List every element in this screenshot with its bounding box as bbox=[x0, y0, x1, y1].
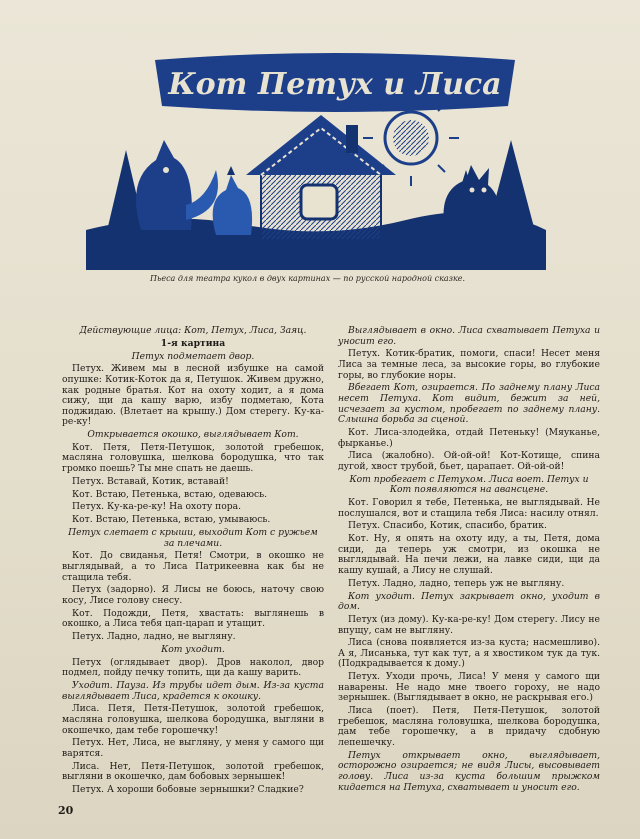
paragraph: Петух подметает двор. bbox=[131, 350, 255, 362]
paragraph: Петух. Ладно, ладно, теперь уж не выгляну. bbox=[348, 577, 565, 589]
paragraph: Кот. Лиса-злодейка, отдай Петеньку! (Мяуканье, фырканье.) bbox=[338, 426, 600, 449]
paragraph: Кот. Ну, я опять на охоту иду, а ты, Петя, дома сиди, да теперь уж смотри, из окошка не выглядывай. На печи лежи, на лавке сиди, щи да кашу кушай, а Лису не слушай. bbox=[338, 533, 600, 576]
cottage bbox=[246, 115, 396, 240]
paragraph: Петух (задорно). Я Лисы не боюсь, наточу свою косу, Лисе голову снесу. bbox=[62, 584, 324, 606]
paragraph: Выглядывает в окно. Лиса схватывает Петуха и уносит его. bbox=[338, 325, 600, 347]
paragraph: Петух. Спасибо, Котик, спасибо, братик. bbox=[348, 520, 547, 532]
paragraph: Петух. Ладно, ладно, не выгляну. bbox=[72, 631, 236, 643]
right-text-column bbox=[338, 326, 600, 795]
paragraph: Лиса (жалобно). Ой-ой-ой! Кот-Котище, спина дугой, хвост трубой, бьет, царапает. Ой-ой-ой! bbox=[338, 450, 600, 472]
paragraph: Петух. Вставай, Котик, вставай! bbox=[72, 475, 229, 487]
paragraph: Кот. Встаю, Петенька, встаю, умываюсь. bbox=[72, 514, 271, 526]
title-banner bbox=[150, 52, 520, 114]
cat-figure bbox=[444, 165, 500, 235]
paragraph: Кот. Встаю, Петенька, встаю, одеваюсь. bbox=[72, 488, 268, 500]
page-number: 20 bbox=[58, 804, 74, 817]
paragraph: Кот. Говорил я тебе, Петенька, не выглядывай. Не послушался, вот и стащила тебя Лиса: насилу отнял. bbox=[338, 497, 600, 519]
paragraph: Открывается окошко, выглядывает Кот. bbox=[87, 429, 299, 441]
title-text: Кот Петух и Лиса bbox=[168, 67, 502, 102]
fox-figure bbox=[136, 140, 218, 230]
paragraph: Кот. До свиданья, Петя! Смотри, в окошко не выглядывай, а то Лиса Патрикеевна как бы не стащила тебя. bbox=[62, 550, 324, 583]
paragraph: Кот. Петя, Петя-Петушок, золотой гребешок, масляна головушка, шелкова бородушка, что так громко поешь? Ты мне спать не даешь. bbox=[62, 441, 324, 475]
paragraph: Лиса. Петя, Петя-Петушок, золотой гребешок, масляна головушка, шелкова бородушка, выгляни в окошечко, дам тебе горошечку! bbox=[62, 703, 324, 736]
paragraph: Петух. Ку-ка-ре-ку! На охоту пора. bbox=[72, 501, 242, 513]
paragraph: 1-я картина bbox=[160, 337, 226, 349]
paragraph: Петух. Котик-братик, помоги, спаси! Несет меня Лиса за темные леса, за высокие горы, во глубокие горы, во глубокие норы. bbox=[338, 348, 600, 381]
paragraph: Петух (из дому). Ку-ка-ре-ку! Дом стерегу. Лису не впущу, сам не выгляну. bbox=[338, 613, 600, 636]
paragraph: Петух. Уходи прочь, Лиса! У меня у самого щи наварены. Не надо мне твоего гороху, не надо зернышек. (Выглядывает в окно, не раскрывая его.) bbox=[338, 671, 600, 704]
paragraph: Петух. А хороши бобовые зернышки? Сладкие? bbox=[72, 784, 304, 796]
paragraph: Кот уходит. Петух закрывает окно, уходит в дом. bbox=[338, 590, 600, 613]
paragraph: Лиса (снова появляется из-за куста; насмешливо). А я, Лисанька, тут как тут, а я хвостиком тук да тук. (Подкрадывается к дому.) bbox=[338, 637, 600, 670]
paragraph: Петух. Живем мы в лесной избушке на самой опушке: Котик-Коток да я, Петушок. Живем дружно, как родные братья. Кот на охоту ходит, а я дома сижу, щи да кашу варю, избу подметаю, Кота поджидаю. (Влетает на крышу.) Дом стерегу. Ку-ка-ре-ку! bbox=[62, 363, 324, 428]
paragraph: Уходит. Пауза. Из трубы идет дым. Из-за куста выглядывает Лиса, крадется к окошку. bbox=[62, 680, 324, 702]
paragraph: Кот уходит. bbox=[161, 643, 225, 655]
paragraph: Вбегает Кот, озирается. По заднему плану Лиса несет Петуха. Кот видит, бежит за ней, исчезает за кустом, пробегает по заднему плану. Слышна борьба за сценой. bbox=[338, 382, 600, 426]
left-text-column bbox=[62, 326, 324, 798]
paragraph: Петух. Нет, Лиса, не выгляну, у меня у самого щи варятся. bbox=[62, 737, 324, 759]
paragraph: Лиса (поет). Петя, Петя-Петушок, золотой гребешок, масляна головушка, шелкова бородушка, дам тебе горошечку, а в придачу сдобную лепешечку. bbox=[338, 705, 600, 748]
paragraph: Петух слетает с крыши, выходит Кот с ружьем за плечами. bbox=[68, 526, 318, 549]
paragraph: Действующие лица: Кот, Петух, Лиса, Заяц. bbox=[79, 325, 307, 336]
paragraph: Кот пробегает с Петухом. Лиса воет. Петух и Кот появляются на авансцене. bbox=[349, 473, 589, 496]
paragraph: Кот. Подожди, Петя, хвастать: выглянешь в окошко, а Лиса тебя цап-царап и утащит. bbox=[62, 607, 324, 630]
paragraph: Лиса. Нет, Петя-Петушок, золотой гребешок, выгляни в окошечко, дам бобовых зернышек! bbox=[62, 760, 324, 783]
rooster-figure bbox=[213, 166, 252, 235]
illustration-caption: Пьеса для театра кукол в двух картинах — по русской народной сказке. bbox=[150, 274, 466, 283]
paragraph: Петух (оглядывает двор). Дров наколол, двор подмел, пойду печку топить, щи да кашу варить. bbox=[62, 656, 324, 679]
paragraph: Петух открывает окно, выглядывает, осторожно озирается; не видя Лисы, высовывает голову. Лиса из-за куста большим прыжком кидается на Петуха, схватывает и уносит его. bbox=[338, 749, 600, 793]
